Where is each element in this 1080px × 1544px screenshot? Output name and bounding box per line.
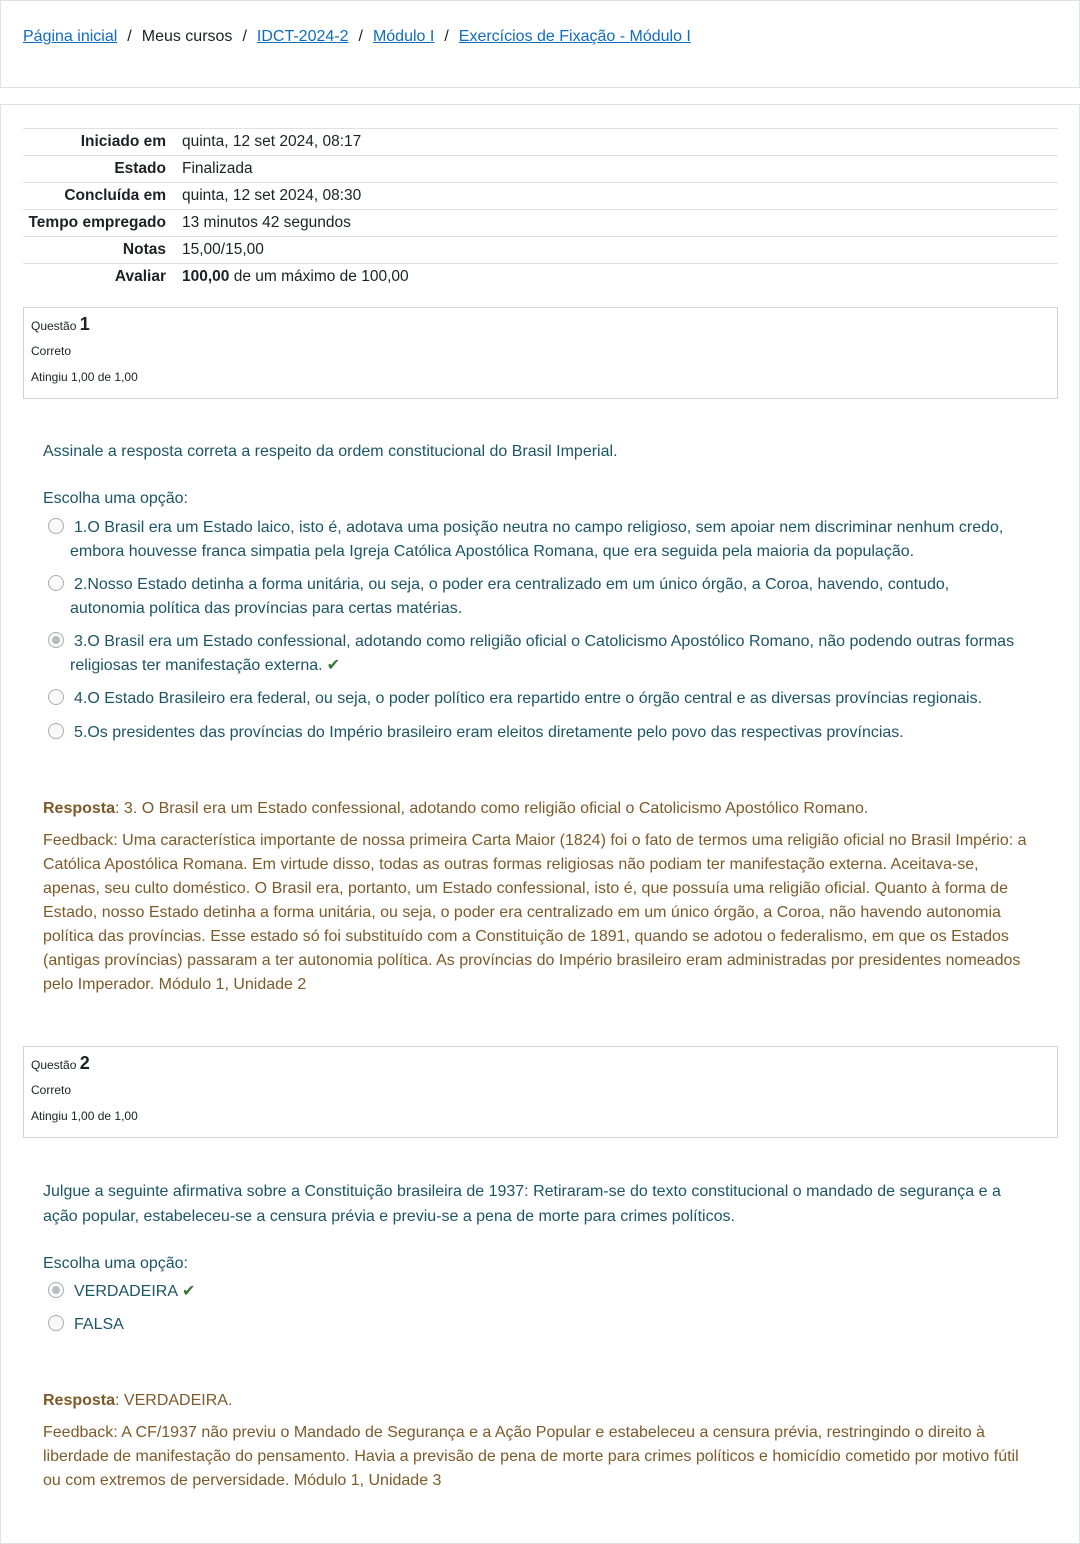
answer-label: Resposta xyxy=(43,800,116,817)
summary-label: Concluída em xyxy=(64,187,166,204)
answer-option[interactable] xyxy=(48,721,1023,745)
summary-label: Tempo empregado xyxy=(28,214,166,231)
radio-icon[interactable] xyxy=(48,723,64,739)
question-text-1: Assinale a resposta correta a respeito da ordem constitucional do Brasil Imperial. xyxy=(43,443,618,460)
question-text-2: Julgue a seguinte afirmativa sobre a Constituição brasileira de 1937: Retiraram-se do texto constitucional o mandado de segurança e a ação popular, estabeleceu-se a censura prévia e previu-se a pena de morte para crimes políticos. xyxy=(43,1183,1001,1225)
choose-option-prompt: Escolha uma opção: xyxy=(43,490,188,507)
summary-row-grade xyxy=(23,264,1058,291)
feedback-text: Feedback: Uma característica importante de nossa primeira Carta Maior (1824) foi o fato de termos uma religião oficial no Brasil Império: a Católica Apostólica Romana. Em virtude disso, todas as outras formas religiosas não podiam ter manifestação externa. Aceitava-se, apenas, seu culto doméstico. O Brasil era, portanto, um Estado confessional, isto é, que possuía uma religião oficial. Quanto à forma de Estado, nosso Estado detinha a forma unitária, ou seja, o poder era centralizado em um único órgão, a Coroa, não havendo autonomia política das províncias. Esse estado só foi substituído com a Constituição de 1891, quando se adotou o federalismo, em que os Estados (antigas províncias) passaram a ter autonomia política. As províncias do Império brasileiro eram administradas por presidentes nomeados pelo Imperador. Módulo 1, Unidade 2 xyxy=(43,832,1027,993)
answer-option-selected[interactable] xyxy=(48,630,1023,678)
answer-option[interactable] xyxy=(48,516,1023,564)
summary-value: Finalizada xyxy=(182,160,253,177)
question-info-1 xyxy=(23,307,1058,399)
answer-text: : 3. O Brasil era um Estado confessional, adotando como religião oficial o Catolicismo Apostólico Romano. xyxy=(115,800,869,817)
breadcrumb-home-link[interactable]: Página inicial xyxy=(23,28,118,45)
question-prefix: Questão xyxy=(31,319,77,333)
question-status: Correto xyxy=(31,1083,72,1097)
summary-row-state xyxy=(23,156,1058,183)
answer-label: Resposta xyxy=(43,1392,116,1409)
summary-row-time xyxy=(23,210,1058,237)
answer-option-label: 1.O Brasil era um Estado laico, isto é, adotava uma posição neutra no campo religioso, sem apoiar nem discriminar nenhum credo, embora houvesse franca simpatia pela Igreja Católica Apostólica Romana, que era seguida pela maioria da população. xyxy=(70,519,1004,560)
breadcrumb xyxy=(23,28,691,46)
question-number xyxy=(31,314,1050,336)
question-feedback-1 xyxy=(43,797,1038,997)
breadcrumb-separator: / xyxy=(242,28,247,45)
question-number-value: 1 xyxy=(79,314,90,334)
question-prefix: Questão xyxy=(31,1058,77,1072)
question-grade: Atingiu 1,00 de 1,00 xyxy=(31,1109,138,1123)
answer-option-label: 2.Nosso Estado detinha a forma unitária, ou seja, o poder era centralizado em um único órgão, a Coroa, havendo, contudo, autonomia política das províncias para certas matérias. xyxy=(70,576,950,617)
question-feedback-2 xyxy=(43,1389,1038,1493)
radio-icon[interactable] xyxy=(48,1315,64,1331)
grade-max: de um máximo de 100,00 xyxy=(229,268,409,286)
summary-row-completed xyxy=(23,183,1058,210)
summary-value: quinta, 12 set 2024, 08:17 xyxy=(182,133,362,150)
choose-option-prompt: Escolha uma opção: xyxy=(43,1255,188,1272)
question-grade: Atingiu 1,00 de 1,00 xyxy=(31,370,138,384)
question-number xyxy=(31,1053,1050,1075)
breadcrumb-separator: / xyxy=(358,28,363,45)
breadcrumb-quiz-link[interactable]: Exercícios de Fixação - Módulo I xyxy=(458,28,691,45)
answer-option-label xyxy=(48,1280,1023,1304)
answer-text: : VERDADEIRA. xyxy=(115,1392,233,1409)
correct-answer xyxy=(43,1389,1038,1413)
summary-value: 13 minutos 42 segundos xyxy=(182,214,351,231)
question-status: Correto xyxy=(31,344,72,358)
breadcrumb-separator: / xyxy=(127,28,132,45)
correct-answer xyxy=(43,797,1038,821)
summary-label: Estado xyxy=(114,160,166,177)
answer-option[interactable] xyxy=(48,1313,1023,1337)
summary-value: 15,00/15,00 xyxy=(182,241,264,258)
answer-option-label xyxy=(48,630,1023,678)
answer-option-label: FALSA xyxy=(74,1316,124,1333)
answer-option-label: 5.Os presidentes das províncias do Império brasileiro eram eleitos diretamente pelo povo das respectivas províncias. xyxy=(74,724,904,741)
radio-icon[interactable] xyxy=(48,632,64,648)
summary-value xyxy=(174,264,1058,291)
summary-value: quinta, 12 set 2024, 08:30 xyxy=(182,187,362,204)
breadcrumb-course-link[interactable]: IDCT-2024-2 xyxy=(256,28,349,45)
attempt-summary-table xyxy=(23,128,1058,291)
radio-icon[interactable] xyxy=(48,1282,64,1298)
check-icon: ✔ xyxy=(182,1283,196,1300)
question-info-2 xyxy=(23,1046,1058,1138)
summary-label: Avaliar xyxy=(114,268,166,286)
breadcrumb-bar xyxy=(0,0,1080,88)
answer-option-label: 4.O Estado Brasileiro era federal, ou seja, o poder político era repartido entre o órgão central e as diversas províncias regionais. xyxy=(74,690,983,707)
summary-label: Iniciado em xyxy=(80,133,166,150)
question-number-value: 2 xyxy=(79,1053,90,1073)
answer-option[interactable] xyxy=(48,687,1023,711)
answer-option-selected[interactable] xyxy=(48,1280,1023,1304)
check-icon: ✔ xyxy=(326,657,340,674)
answer-option[interactable] xyxy=(48,573,1023,621)
summary-row-started xyxy=(23,129,1058,156)
summary-label: Notas xyxy=(122,241,166,258)
answer-option-text: VERDADEIRA xyxy=(74,1283,179,1300)
summary-row-marks xyxy=(23,237,1058,264)
answer-option-text: 3.O Brasil era um Estado confessional, adotando como religião oficial o Catolicismo Apostólico Romano, não podendo outras formas religiosas ter manifestação externa. xyxy=(70,633,1015,674)
radio-icon[interactable] xyxy=(48,518,64,534)
breadcrumb-my-courses: Meus cursos xyxy=(141,28,233,45)
breadcrumb-module-link[interactable]: Módulo I xyxy=(372,28,435,45)
feedback-text: Feedback: A CF/1937 não previu o Mandado de Segurança e a Ação Popular e estabeleceu a censura prévia, restringindo o direito à liberdade de manifestação do pensamento. Havia a previsão de pena de morte para crimes políticos e homicídio cometido por motivo fútil ou com extremos de perversidade. Módulo 1, Unidade 3 xyxy=(43,1424,1019,1489)
breadcrumb-separator: / xyxy=(444,28,449,45)
radio-icon[interactable] xyxy=(48,575,64,591)
grade-value: 100,00 xyxy=(182,268,230,286)
radio-icon[interactable] xyxy=(48,689,64,705)
